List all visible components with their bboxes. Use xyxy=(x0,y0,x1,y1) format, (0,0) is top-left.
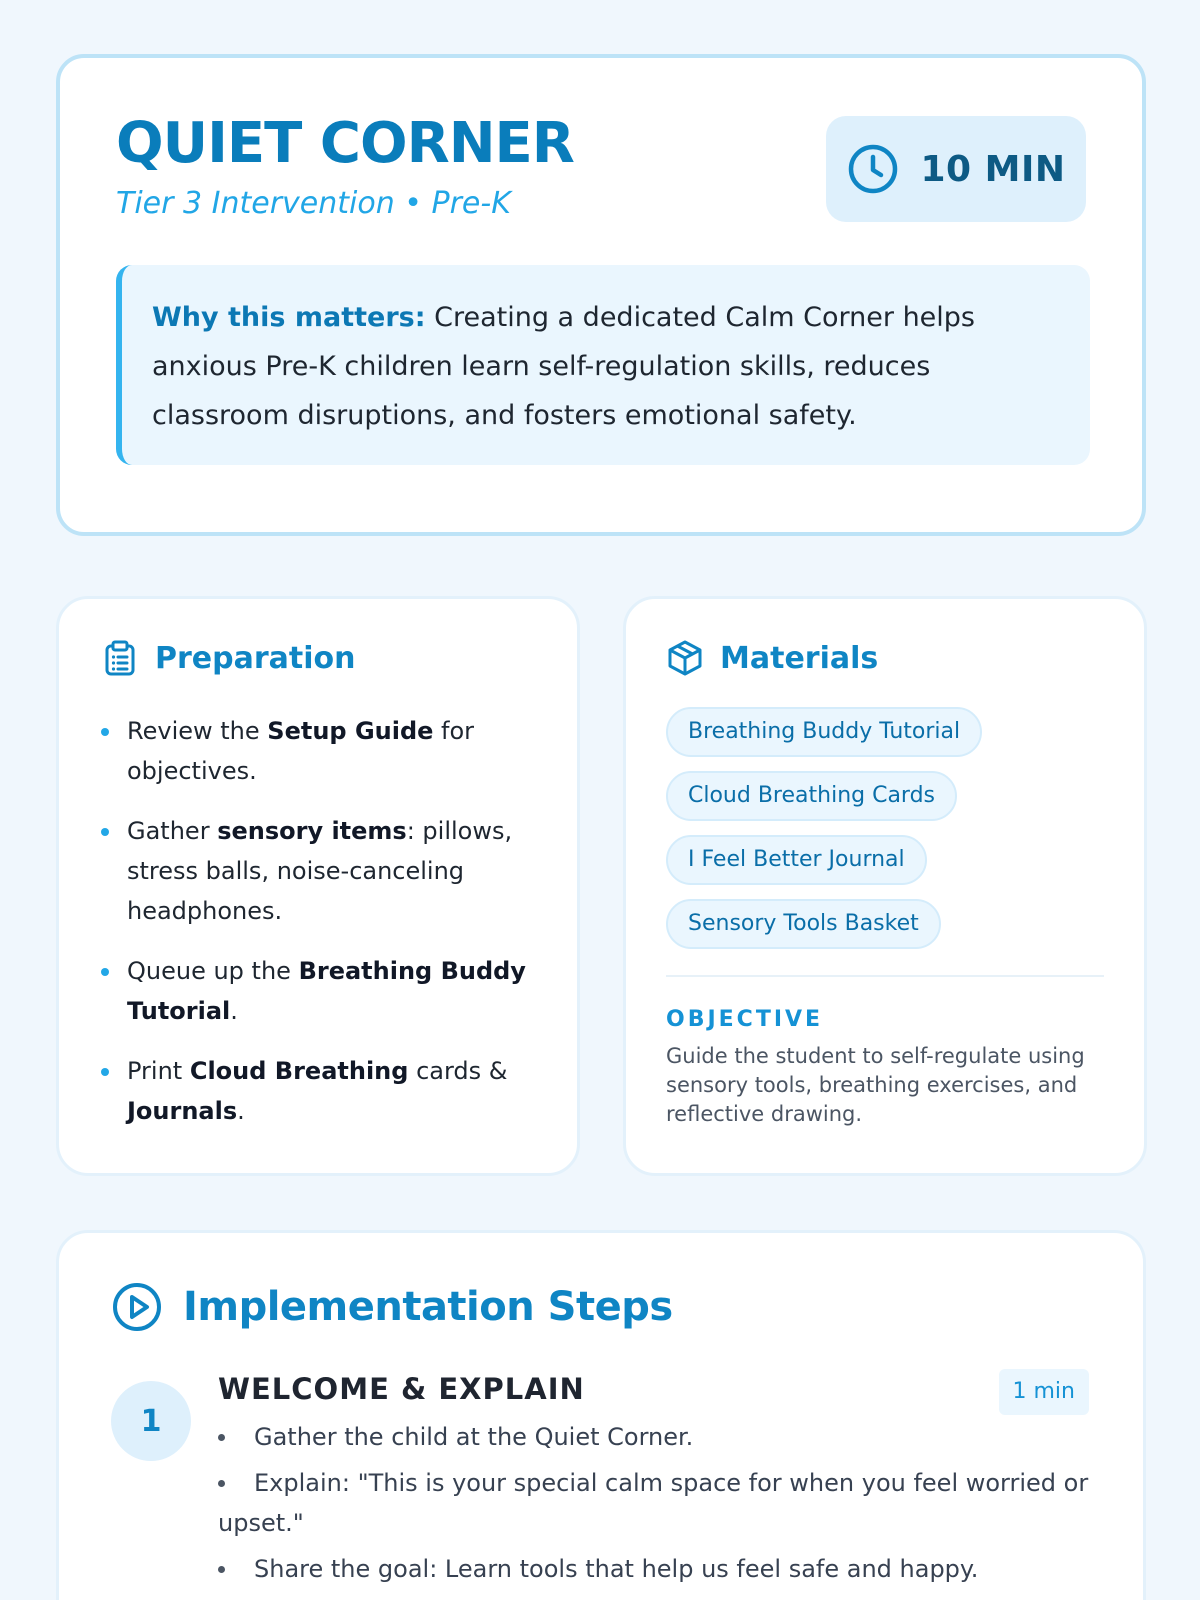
page-title: QUIET CORNER xyxy=(116,111,574,176)
why-callout xyxy=(116,265,1090,465)
clipboard-icon xyxy=(101,639,139,677)
why-label: Why this matters: xyxy=(152,302,426,333)
duration-badge xyxy=(826,116,1086,222)
materials-header xyxy=(666,639,1104,677)
step-bullets xyxy=(218,1417,1089,1589)
step-time-badge: 1 min xyxy=(999,1369,1089,1415)
list-item: Gather sensory items: pillows, stress balls, noise-canceling headphones. xyxy=(101,811,537,931)
page-subtitle: Tier 3 Intervention • Pre-K xyxy=(116,186,511,221)
list-item: Queue up the Breathing Buddy Tutorial. xyxy=(101,951,537,1031)
preparation-list xyxy=(101,711,537,1131)
objective-label: OBJECTIVE xyxy=(666,1007,824,1032)
materials-chips xyxy=(666,707,1104,963)
material-chip: Breathing Buddy Tutorial xyxy=(666,707,982,757)
step-body xyxy=(218,1369,1089,1589)
steps-card xyxy=(56,1230,1146,1600)
material-chip: I Feel Better Journal xyxy=(666,835,927,885)
box-icon xyxy=(666,639,704,677)
header-card xyxy=(56,54,1146,536)
steps-title: Implementation Steps xyxy=(183,1284,673,1330)
preparation-header xyxy=(101,639,537,677)
step-item xyxy=(111,1369,1089,1589)
material-chip: Cloud Breathing Cards xyxy=(666,771,957,821)
list-item: Print Cloud Breathing cards & Journals. xyxy=(101,1051,537,1131)
list-item: Explain: "This is your special calm space for when you feel worried or upset." xyxy=(218,1463,1089,1543)
list-item: Share the goal: Learn tools that help us feel safe and happy. xyxy=(218,1549,1089,1589)
clock-icon xyxy=(847,143,899,195)
why-text: Creating a dedicated Calm Corner helps anxious Pre-K children learn self-regulation skills, reduces classroom disruptions, and fosters emotional safety. xyxy=(152,302,975,431)
materials-title: Materials xyxy=(720,640,879,676)
divider xyxy=(666,975,1104,977)
list-item: Gather the child at the Quiet Corner. xyxy=(218,1417,1089,1457)
materials-card xyxy=(623,596,1147,1176)
preparation-title: Preparation xyxy=(155,640,356,676)
duration-text: 10 MIN xyxy=(920,148,1066,190)
preparation-card xyxy=(56,596,580,1176)
material-chip: Sensory Tools Basket xyxy=(666,899,941,949)
objective-text: Guide the student to self-regulate using sensory tools, breathing exercises, and reflective drawing. xyxy=(666,1044,1085,1126)
steps-header xyxy=(111,1281,1089,1333)
step-number: 1 xyxy=(111,1381,191,1461)
play-circle-icon xyxy=(111,1281,163,1333)
list-item: Review the Setup Guide for objectives. xyxy=(101,711,537,791)
step-title: WELCOME & EXPLAIN xyxy=(218,1372,585,1406)
